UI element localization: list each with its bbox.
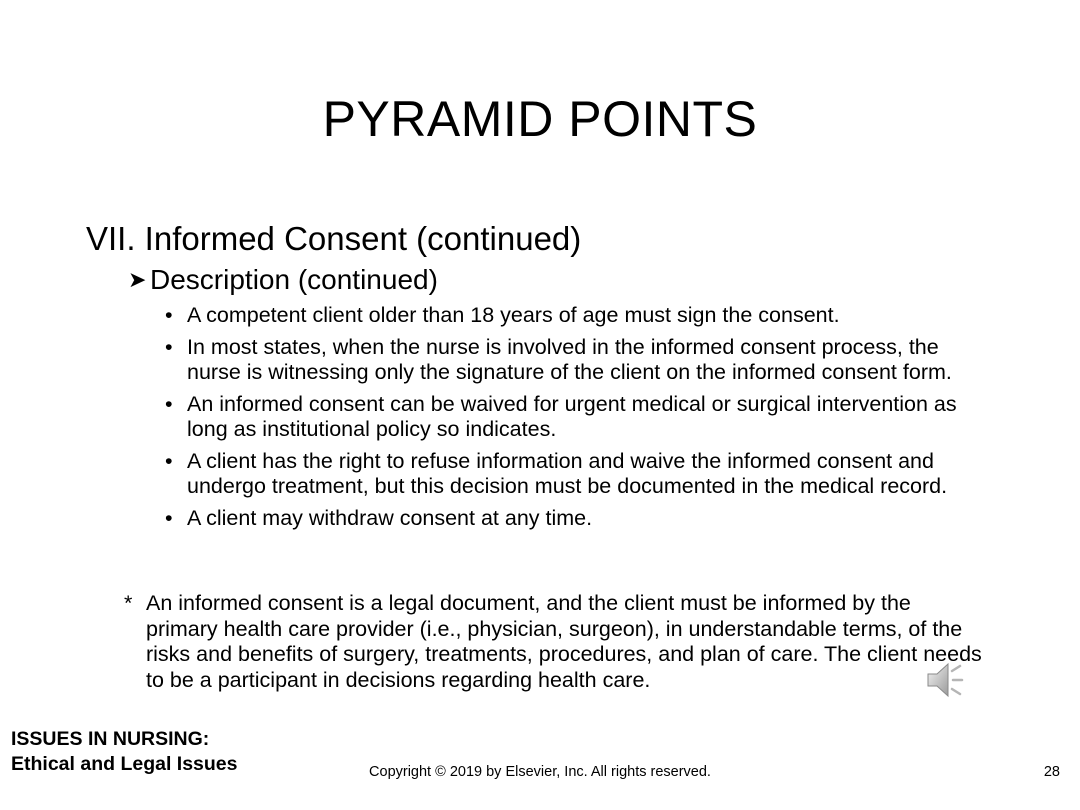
slide-title: PYRAMID POINTS bbox=[322, 91, 758, 147]
bullet-text: A competent client older than 18 years of age must sign the consent. bbox=[187, 303, 840, 327]
note-text: An informed consent is a legal document, and the client must be informed by the primary health care provider (i.e., physician, surgeon), in understandable terms, of the risks and benefits of surgery, treatments, procedures, and plan of care. The client needs to be a participant in decisions regarding health care. bbox=[146, 591, 982, 692]
section-heading: VII. Informed Consent (continued) bbox=[86, 220, 582, 257]
note-marker: * bbox=[124, 591, 133, 615]
subheading-text: Description (continued) bbox=[150, 264, 438, 295]
list-item bbox=[165, 392, 995, 443]
bullet-dot-icon: • bbox=[165, 303, 173, 327]
bullet-text: In most states, when the nurse is involved in the informed consent process, the nurse is witnessing only the signature of the client on the informed consent form. bbox=[187, 334, 952, 384]
bullet-text: An informed consent can be waived for urgent medical or surgical intervention as long as institutional policy so indicates. bbox=[187, 391, 957, 441]
note-paragraph bbox=[124, 591, 984, 693]
bullet-dot-icon: • bbox=[165, 505, 173, 530]
arrow-bullet-icon: ➤ bbox=[128, 267, 147, 292]
bullet-list bbox=[165, 303, 995, 537]
bullet-dot-icon: • bbox=[165, 448, 173, 473]
course-title-line2: Ethical and Legal Issues bbox=[11, 753, 238, 775]
bullet-dot-icon: • bbox=[165, 334, 173, 359]
copyright-text: Copyright © 2019 by Elsevier, Inc. All rights reserved. bbox=[369, 764, 711, 780]
list-item bbox=[165, 303, 995, 329]
list-item bbox=[165, 506, 995, 532]
subheading bbox=[128, 264, 438, 296]
bullet-text: A client may withdraw consent at any time. bbox=[187, 505, 593, 530]
bullet-text: A client has the right to refuse information and waive the informed consent and undergo treatment, but this decision must be documented in the medical record. bbox=[187, 448, 948, 498]
course-title-line1: ISSUES IN NURSING: bbox=[11, 728, 210, 750]
speaker-icon[interactable] bbox=[922, 655, 972, 705]
page-number: 28 bbox=[1043, 764, 1060, 780]
list-item bbox=[165, 335, 995, 386]
bullet-dot-icon: • bbox=[165, 391, 173, 416]
list-item bbox=[165, 449, 995, 500]
